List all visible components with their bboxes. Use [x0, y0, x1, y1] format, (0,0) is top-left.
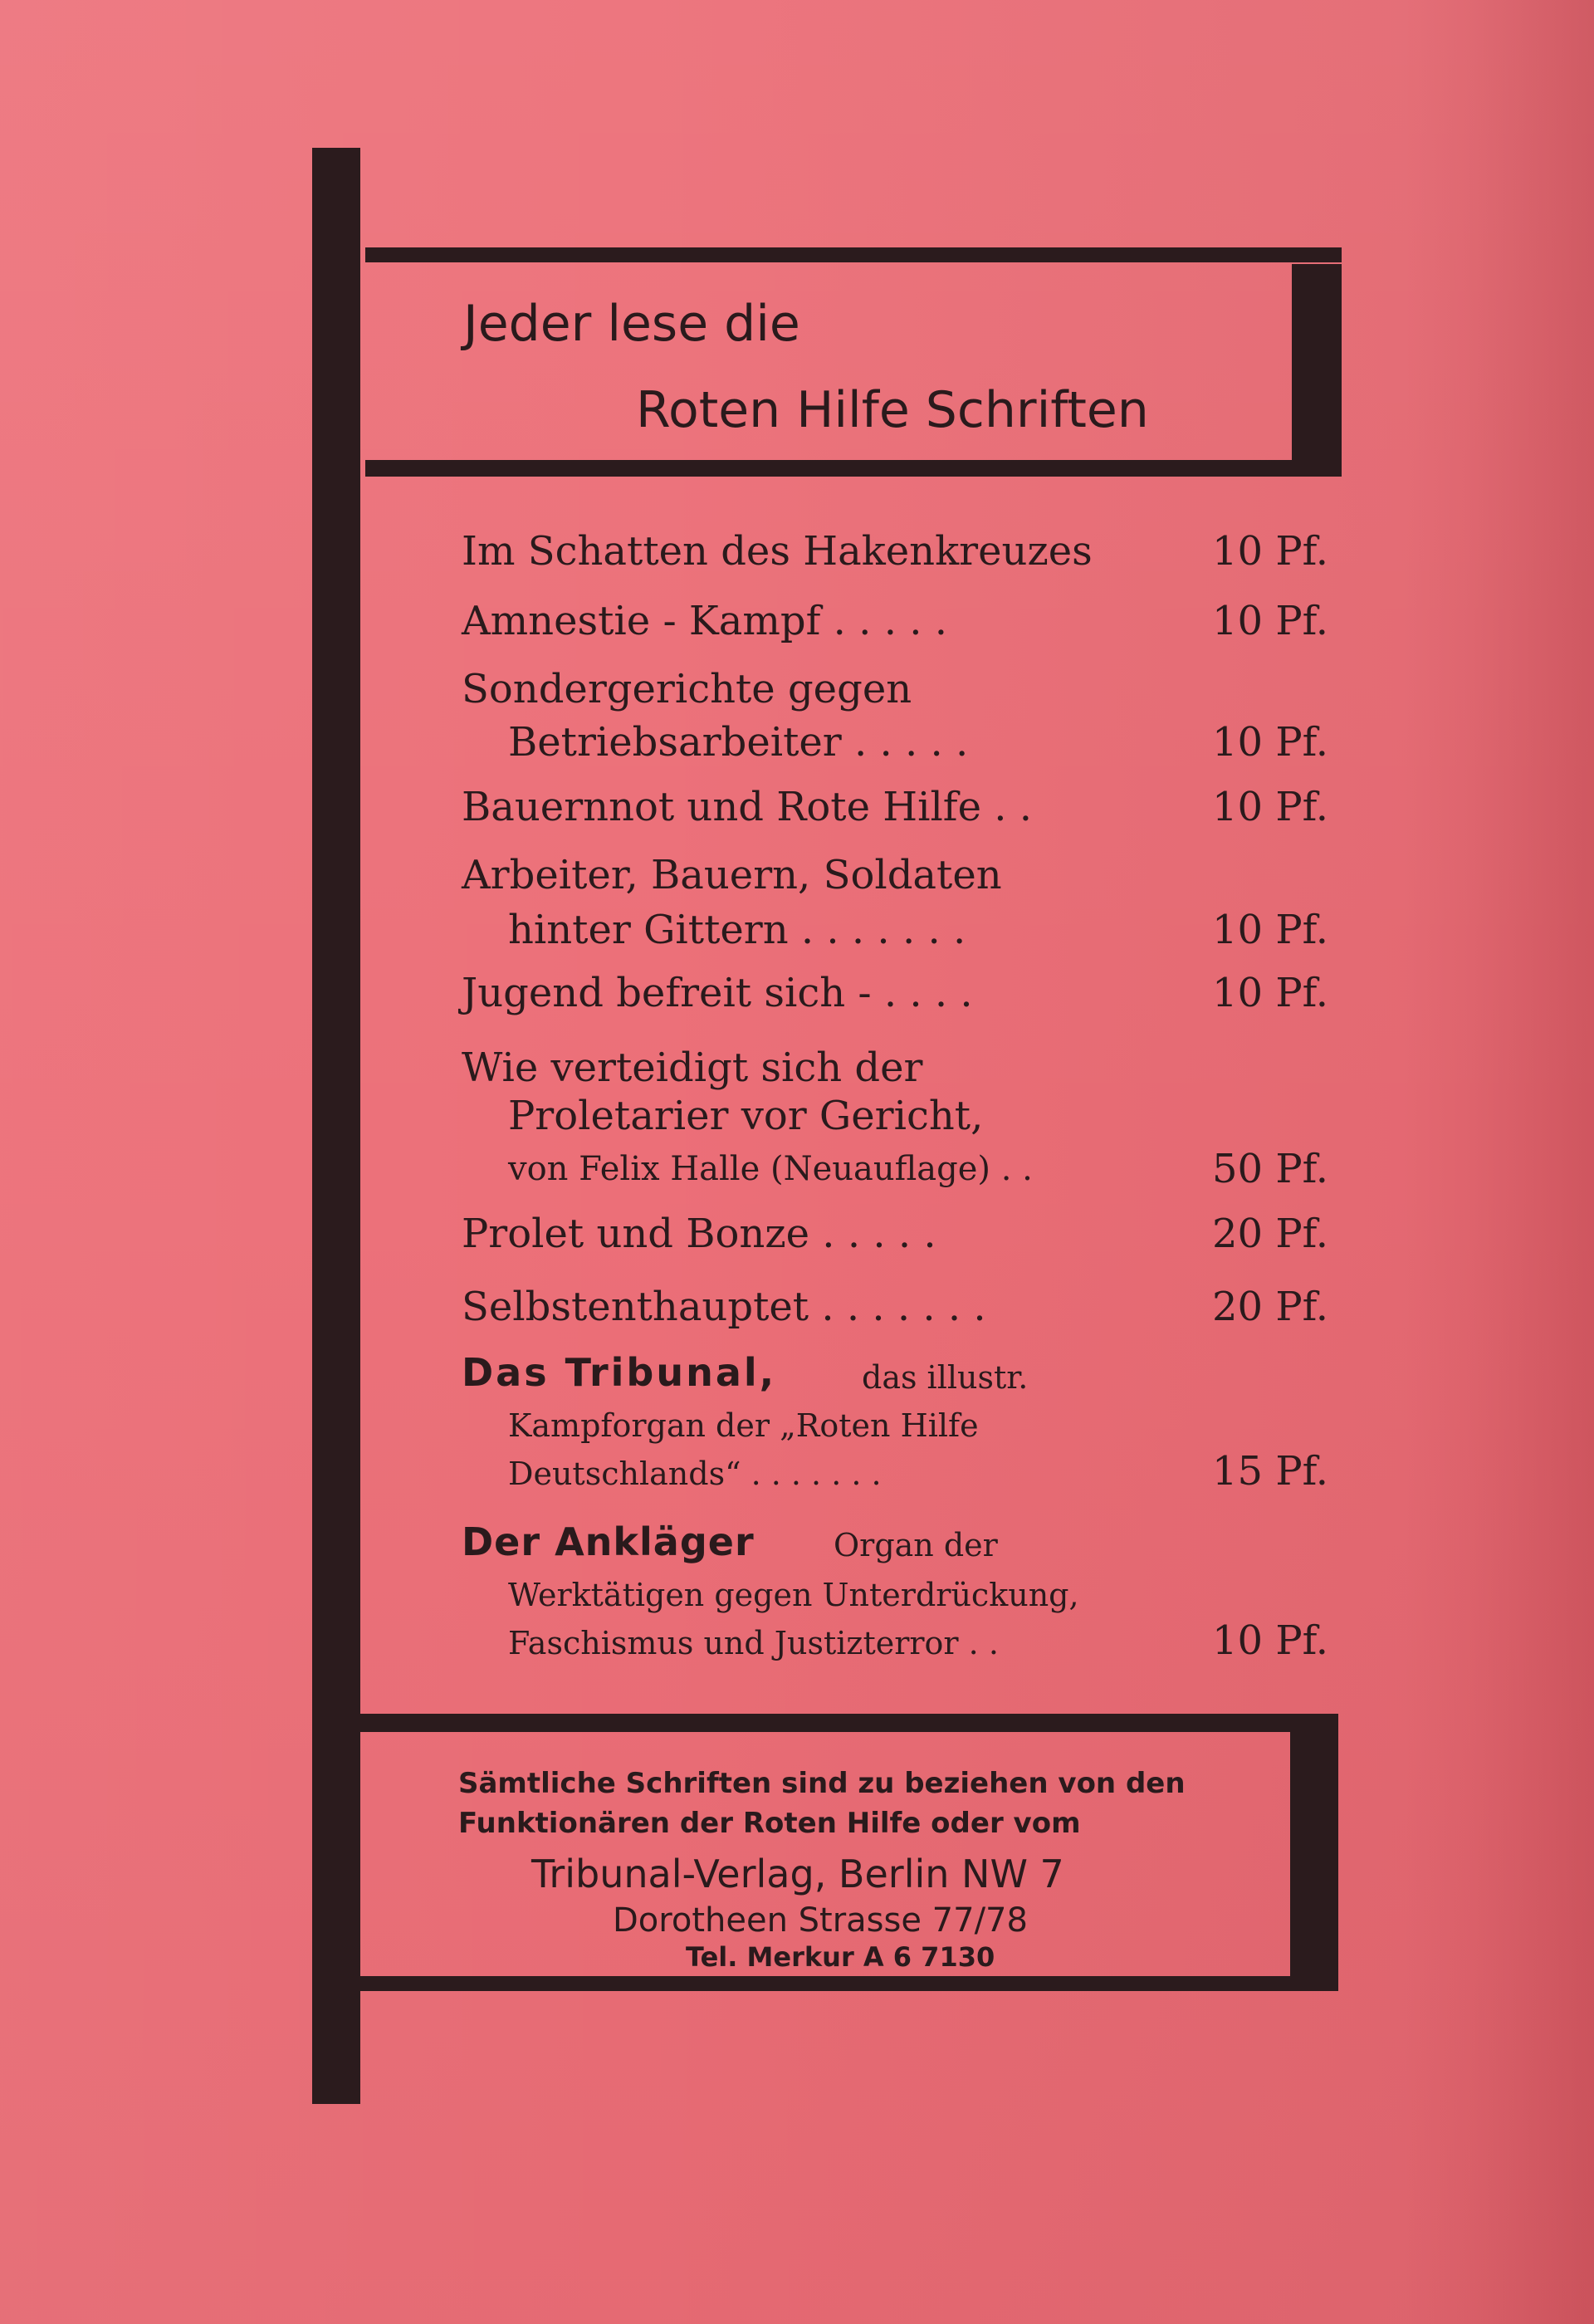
item-price: 50 Pf. [1212, 1146, 1328, 1192]
item-author-line: von Felix Halle (Neuauflage) . . [508, 1150, 1033, 1188]
item-price: 10 Pf. [1212, 784, 1328, 830]
item-price: 15 Pf. [1212, 1448, 1328, 1495]
item-title-suffix: Organ der [834, 1527, 998, 1563]
item-price: 10 Pf. [1212, 528, 1328, 575]
item-subtitle: hinter Gittern . . . . . . . [508, 907, 966, 953]
heading-box-top-rule [365, 247, 1342, 262]
item-price: 10 Pf. [1212, 907, 1328, 953]
paper-edge-shadow [1403, 0, 1594, 2324]
item-title: Bauernnot und Rote Hilfe . . [462, 784, 1032, 830]
item-price: 10 Pf. [1212, 719, 1328, 766]
item-title: Selbstenthauptet . . . . . . . [462, 1284, 986, 1330]
heading-box-bottom-rule [365, 460, 1342, 477]
item-title-suffix: das illustr. [862, 1359, 1029, 1396]
item-title: Amnestie - Kampf . . . . . [462, 598, 947, 644]
item-subtitle: Faschismus und Justizterror . . [508, 1625, 999, 1661]
item-title: Der Ankläger [462, 1519, 755, 1564]
publisher-street: Dorotheen Strasse 77/78 [613, 1901, 1028, 1940]
item-subtitle: Proletarier vor Gericht, [508, 1093, 984, 1139]
footer-box-right-bar [1290, 1732, 1338, 1976]
item-title: Das Tribunal, [462, 1350, 777, 1395]
left-vertical-bar [312, 148, 360, 2104]
item-price: 20 Pf. [1212, 1211, 1328, 1257]
item-subtitle: Deutschlands“ . . . . . . . [508, 1456, 882, 1492]
item-subtitle: Betriebsarbeiter . . . . . [508, 719, 969, 766]
item-title: Prolet und Bonze . . . . . [462, 1211, 936, 1257]
item-subtitle: Werktätigen gegen Unterdrückung, [508, 1577, 1079, 1613]
item-price: 10 Pf. [1212, 598, 1328, 644]
heading-line-1: Jeder lese die [463, 295, 800, 353]
footer-note-line-1: Sämtliche Schriften sind zu beziehen von den [458, 1767, 1186, 1800]
item-price: 10 Pf. [1212, 1617, 1328, 1664]
item-title: Im Schatten des Hakenkreuzes [462, 528, 1093, 575]
item-price: 10 Pf. [1212, 970, 1328, 1016]
footer-box-bottom-rule [360, 1976, 1338, 1991]
heading-box-right-bar [1292, 264, 1342, 467]
item-title: Jugend befreit sich - . . . . [462, 970, 973, 1016]
item-title: Arbeiter, Bauern, Soldaten [462, 852, 1002, 898]
item-title: Wie verteidigt sich der [462, 1045, 923, 1091]
publisher-name: Tribunal-Verlag, Berlin NW 7 [531, 1852, 1064, 1896]
heading-line-2: Roten Hilfe Schriften [636, 381, 1149, 439]
item-price: 20 Pf. [1212, 1284, 1328, 1330]
item-subtitle: Kampforgan der „Roten Hilfe [508, 1407, 979, 1444]
item-title: Sondergerichte gegen [462, 666, 912, 712]
footer-box-top-rule [360, 1714, 1338, 1732]
publisher-phone: Tel. Merkur A 6 7130 [686, 1941, 995, 1973]
footer-note-line-2: Funktionären der Roten Hilfe oder vom [458, 1807, 1081, 1840]
